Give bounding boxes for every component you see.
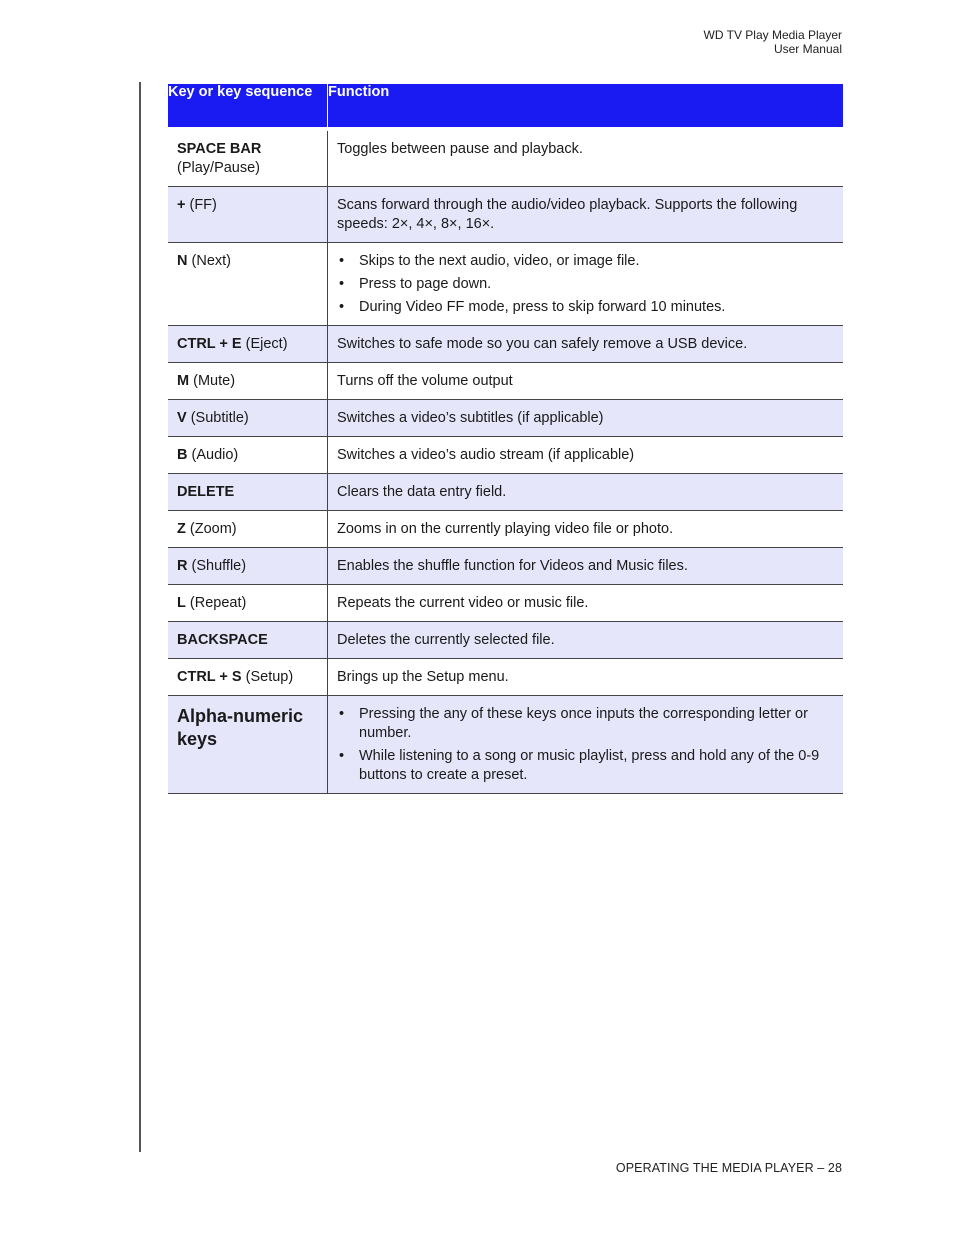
function-bullet: • Skips to the next audio, video, or image file. xyxy=(337,252,834,271)
key-note: (FF) xyxy=(189,197,217,213)
table-row xyxy=(168,696,843,794)
key-note: (Shuffle) xyxy=(191,558,247,574)
function-bullet: • Pressing the any of these keys once inputs the corresponding letter or number. xyxy=(337,705,834,743)
table-row xyxy=(168,363,843,400)
function-cell: Zooms in on the currently playing video file or photo. xyxy=(328,511,844,548)
function-cell: Clears the data entry field. xyxy=(328,474,844,511)
key-cell xyxy=(168,548,328,585)
function-cell: Switches a video’s audio stream (if applicable) xyxy=(328,437,844,474)
key-name: DELETE xyxy=(177,484,235,500)
function-cell: Brings up the Setup menu. xyxy=(328,659,844,696)
key-note: (Eject) xyxy=(245,336,288,352)
function-bullet-list xyxy=(337,705,834,785)
function-cell: Switches to safe mode so you can safely remove a USB device. xyxy=(328,326,844,363)
function-bullet: • While listening to a song or music playlist, press and hold any of the 0-9 buttons to create a preset. xyxy=(337,747,834,785)
key-cell xyxy=(168,363,328,400)
function-cell: Deletes the currently selected file. xyxy=(328,622,844,659)
key-cell xyxy=(168,326,328,363)
key-name: Alpha-numeric keys xyxy=(177,706,304,749)
key-function-table xyxy=(168,84,843,794)
key-cell xyxy=(168,187,328,243)
key-name: B xyxy=(177,447,188,463)
table-row xyxy=(168,474,843,511)
header-product-name: WD TV Play Media Player xyxy=(703,28,842,42)
table-row xyxy=(168,400,843,437)
function-cell: Enables the shuffle function for Videos and Music files. xyxy=(328,548,844,585)
key-cell xyxy=(168,585,328,622)
key-note: (Play/Pause) xyxy=(177,160,261,176)
table-row xyxy=(168,585,843,622)
key-name: N xyxy=(177,253,188,269)
key-name: R xyxy=(177,558,188,574)
table-row xyxy=(168,511,843,548)
key-cell xyxy=(168,129,328,187)
key-cell xyxy=(168,437,328,474)
key-cell xyxy=(168,696,328,794)
key-note: (Next) xyxy=(191,253,231,269)
key-note: (Subtitle) xyxy=(190,410,249,426)
function-cell xyxy=(328,243,844,326)
table-header-row xyxy=(168,84,843,129)
table-row xyxy=(168,548,843,585)
column-header-key: Key or key sequence xyxy=(168,84,328,129)
key-note: (Mute) xyxy=(193,373,236,389)
margin-rule xyxy=(139,82,141,1152)
function-cell xyxy=(328,696,844,794)
key-name: V xyxy=(177,410,187,426)
key-note: (Audio) xyxy=(191,447,239,463)
table-row xyxy=(168,622,843,659)
key-cell xyxy=(168,400,328,437)
function-bullet-list xyxy=(337,252,834,317)
page-header xyxy=(704,29,843,56)
key-name: CTRL + E xyxy=(177,336,242,352)
table-row xyxy=(168,326,843,363)
key-note: (Repeat) xyxy=(189,595,247,611)
function-bullet: • During Video FF mode, press to skip forward 10 minutes. xyxy=(337,298,834,317)
table-row xyxy=(168,187,843,243)
table-row xyxy=(168,437,843,474)
key-note: (Zoom) xyxy=(189,521,237,537)
key-cell xyxy=(168,511,328,548)
key-cell xyxy=(168,659,328,696)
table-row xyxy=(168,129,843,187)
key-name: L xyxy=(177,595,186,611)
function-cell: Repeats the current video or music file. xyxy=(328,585,844,622)
key-name: CTRL + S xyxy=(177,669,242,685)
key-name: Z xyxy=(177,521,186,537)
key-cell xyxy=(168,622,328,659)
key-cell xyxy=(168,243,328,326)
key-name: + xyxy=(177,197,186,213)
function-cell: Scans forward through the audio/video playback. Supports the following speeds: 2×, 4×, 8×, 16×. xyxy=(328,187,844,243)
key-note: (Setup) xyxy=(245,669,294,685)
key-name: M xyxy=(177,373,190,389)
table-row xyxy=(168,659,843,696)
key-name: BACKSPACE xyxy=(177,632,268,648)
key-cell xyxy=(168,474,328,511)
function-cell: Turns off the volume output xyxy=(328,363,844,400)
column-header-function: Function xyxy=(328,84,844,129)
header-document-type: User Manual xyxy=(773,41,842,56)
page-footer: OPERATING THE MEDIA PLAYER – 28 xyxy=(615,1161,842,1175)
table-row xyxy=(168,243,843,326)
key-name: SPACE BAR xyxy=(177,141,262,157)
function-cell: Toggles between pause and playback. xyxy=(328,129,844,187)
function-bullet: • Press to page down. xyxy=(337,275,834,294)
function-cell: Switches a video’s subtitles (if applicable) xyxy=(328,400,844,437)
